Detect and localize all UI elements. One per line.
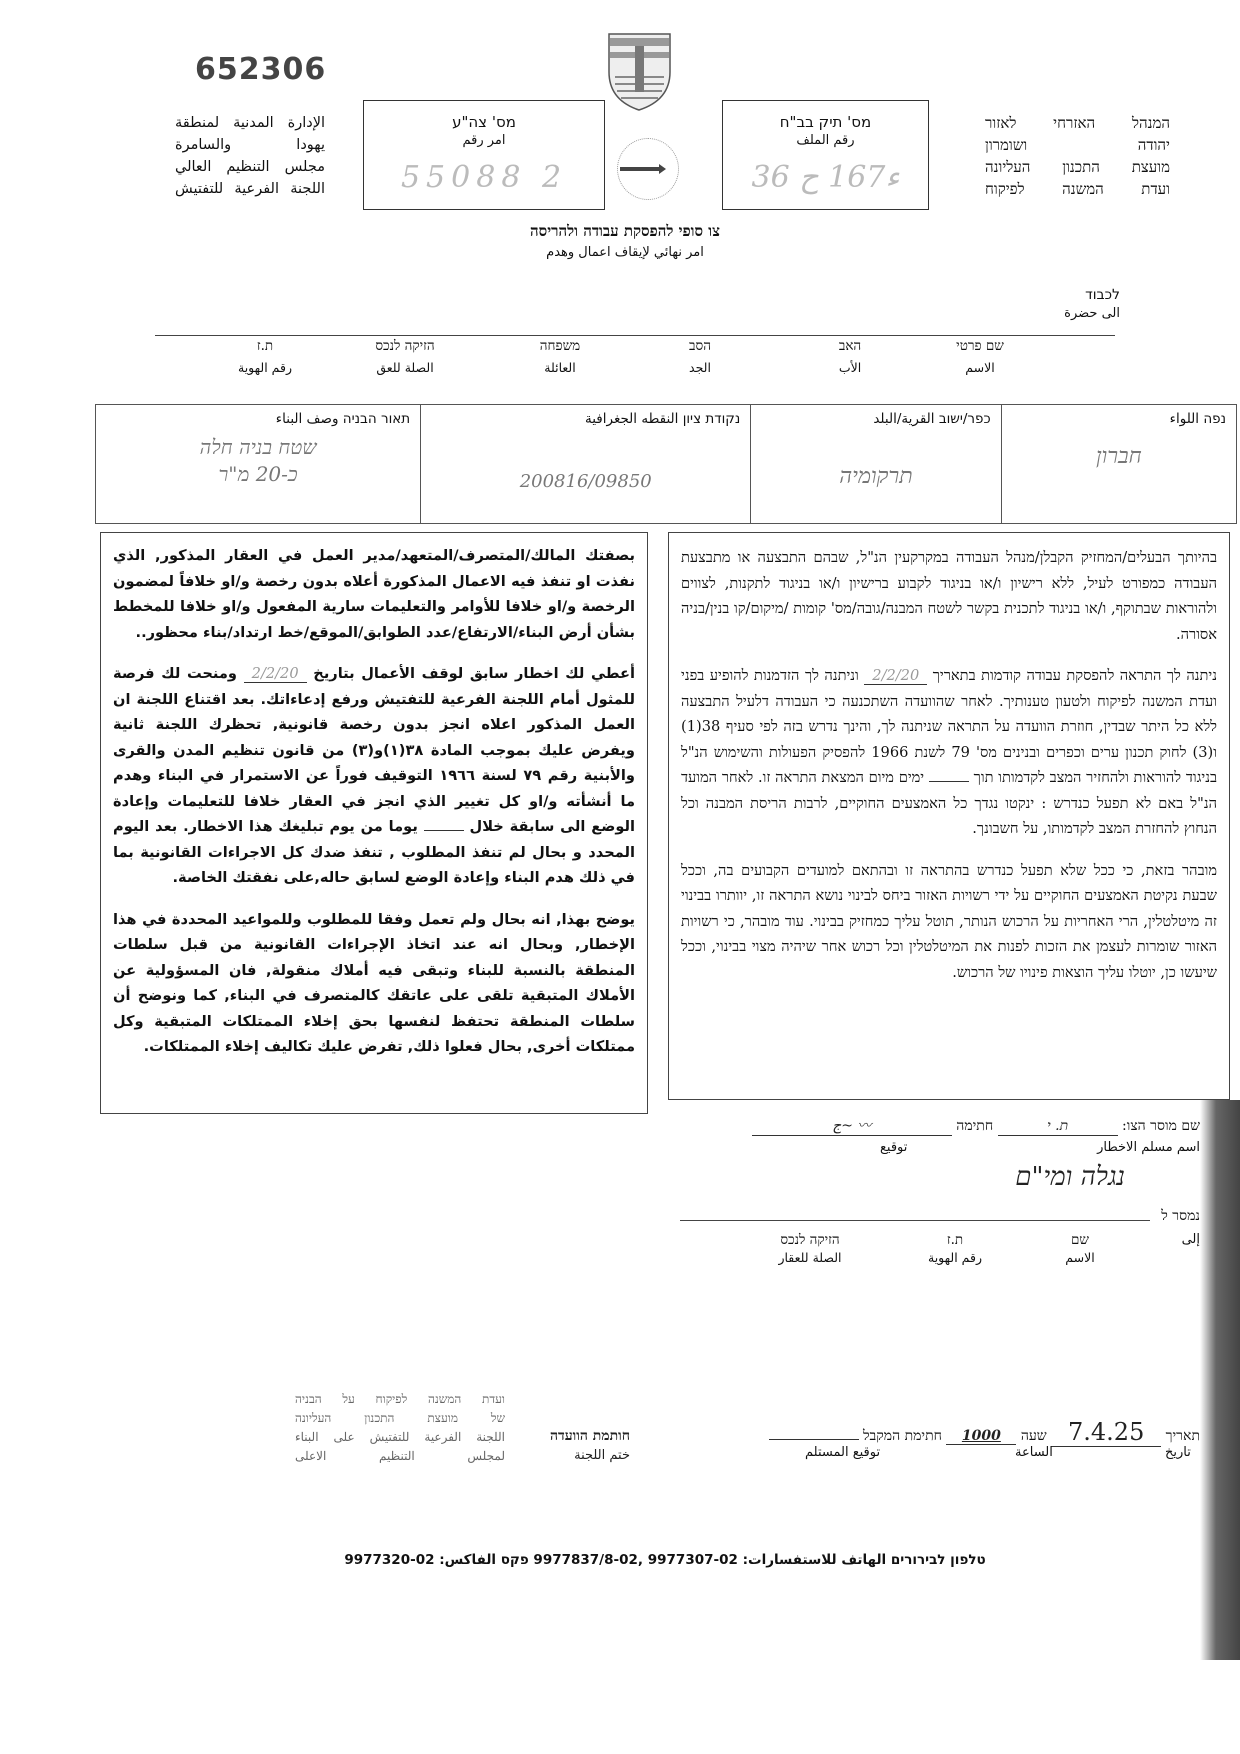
order-number-value: 55088 2 [400, 160, 568, 195]
col-father [810, 338, 890, 375]
col-label-he: ת.ז [946, 1232, 964, 1248]
cell-building-description [96, 405, 420, 523]
cell-district [1001, 405, 1236, 523]
org-he-line: מועצת התכנון העליונה [985, 158, 1170, 176]
hour-value: 1000 [946, 1428, 1016, 1445]
handwriting: נגלה ומי"ם [1015, 1162, 1125, 1192]
date-value: 7.4.25 [1051, 1418, 1161, 1447]
issuing-authority-hebrew [985, 112, 1170, 200]
village-value: תרקומיה [839, 464, 913, 489]
notice-he-paragraph-1: בהיותך הבעלים/המחזיק הקבלן/מנהל העבודה במקרקעין הנ"ל, שבהם התבצעה או מתבצעת העבודה כמפורט לעיל, ללא רישיון ו/או בניגוד לקבוע ברישיון ו/או בניגוד לתקנות, לצווים ולהוראות שבתוקף, ו/או בניגוד לתכנית בקשר לשטח המבנה/גובה/מס' קומות /מיקום/קו בנין/בניה אסורה. [681, 549, 1217, 643]
to-label: إلى [1181, 1232, 1200, 1247]
col-label-ar: الصلة للعقار [778, 1250, 842, 1265]
district-value: חברון [1095, 444, 1142, 469]
receiver-signature-line [769, 1439, 859, 1440]
addressee-label-he: לכבוד [1085, 287, 1120, 303]
receiver-signature-label-ar: توقيع المستلم [805, 1445, 881, 1460]
notice-ar-paragraph-2 [113, 661, 635, 891]
file-number-label-he: מס' תיק בב"ח [779, 113, 872, 131]
file-number-box [722, 100, 929, 210]
days-blank [424, 830, 464, 831]
receiver-signature-label: חתימת המקבל [863, 1428, 942, 1444]
col-label-he: שם [1071, 1232, 1089, 1248]
deliverer-row [690, 1115, 1200, 1136]
cell-coordinates [420, 405, 750, 523]
text: ימים מיום המצאת התראה זו. לאחר המועד הנ"ל באם לא תפעל כנדרש : ינקטו נגדך כל האמצעים החוקיים, לרבות הריסת המבנה וכל הנחוץ להחזרת המצב לקדמותו, על חשבונך. [681, 769, 1217, 837]
file-number-value: 3ء167 ح 6 [751, 160, 900, 195]
deliverer-value: ת. י [998, 1118, 1118, 1136]
org-ar-line: مجلس التنظيم العالي [175, 159, 325, 175]
deliverer-label-ar: اسم مسلم الاخطار [1097, 1140, 1200, 1155]
document-title-arabic: امر نهائي لإيقاف اعمال وهدم [546, 245, 704, 260]
delivered-to-label: נמסר ל [1161, 1208, 1200, 1224]
addressee-line [155, 335, 1115, 336]
col-family [510, 338, 610, 375]
building-description-value: שטח בניה חלה [199, 435, 317, 459]
committee-stamp [295, 1390, 505, 1466]
document-number: 652306 [195, 52, 327, 87]
org-ar-line: اللجنة الفرعية للتفتيش [175, 181, 325, 197]
col-label-ar: رقم الهوية [238, 360, 292, 375]
recipient-col-name [1050, 1232, 1110, 1265]
org-he-line: ועדת המשנה לפיקוח [985, 180, 1170, 198]
notice-he-paragraph-3: מובהר בזאת, כי ככל שלא תפעל כנדרש בהתראה זו ובהתאם למועדים הקבועים בה, וככל שבעת נקיטת האמצעים החוקיים על ידי רשויות האזור ביחס לבינוי נושא התראה זו, יוותרו בבינוי זה מיטלטלין, הרי האחריות על הרכוש הנותר, תוטל עליך כמחזיק בבינוי. עוד מובהר, כי רשויות האזור שומרות לעצמן את הזכות לפנות את המיטלטלין וכל רכוש אחר שיהיה מצוי בבינוי, וככל שיעשו כן, יוטלו עליך הוצאות פינויו של הרכוש. [681, 861, 1217, 981]
days-blank [929, 781, 969, 782]
col-first-name [925, 338, 1035, 375]
text: أعطي لك اخطار سابق لوقف الأعمال بتاريخ [313, 665, 635, 682]
building-description-label: תאור הבניה وصف البناء [275, 411, 411, 427]
col-label-he: האב [838, 338, 862, 354]
cell-village [750, 405, 1000, 523]
org-ar-line: يهودا والسامرة [175, 137, 325, 153]
org-he-line: יהודה ושומרון [985, 136, 1170, 154]
file-number-label-ar: رقم الملف [796, 133, 855, 148]
col-label-ar: العائلة [544, 360, 576, 375]
col-label-he: הסב [689, 338, 711, 354]
order-number-label-ar: امر رقم [462, 133, 506, 148]
stamp-line: اللجنة الفرعية للتفتيش على البناء [295, 1430, 505, 1444]
committee-stamp-label-ar: ختم اللجنة [574, 1448, 630, 1463]
deliverer-signature: 〰 ~ج [752, 1115, 952, 1136]
previous-warning-date: 2/2/20 [864, 667, 927, 685]
issuing-authority-arabic [175, 112, 325, 200]
coordinates-value: 200816/09850 [519, 471, 652, 492]
notice-ar-paragraph-3: يوضح بهذا, انه بحال ولم تعمل وفقا للمطلوب وللمواعيد المحددة في هذا الإخطار, وبحال انه عند اتخاذ الإجراءات القانونية من قبل سلطات المنطقة بالنسبة للبناء وتبقى فيه أملاك منقولة, فان المسؤولية عن الأملاك المتبقية تلقى على عاتقك كالمتصرف في البناء, كما ونوضح أن سلطات المنطقة تحتفظ لنفسها بحق إخلاء الممتلكات المتبقية وكل ممتلكات أخرى, بحال فعلوا ذلك, تفرض عليك تكاليف إخلاء الممتلكات. [113, 910, 635, 1055]
notice-panel-arabic [100, 532, 648, 1114]
stamp-line: ועדת המשנה לפיקוח על הבניה [295, 1392, 505, 1406]
text: וניתנה לך הזדמנות להופיע בפני ועדת המשנה לפיקוח ולטעון טענותיך. לאחר שהוועדה השתכנעה כי העבודה דלעיל התבצעה ללא כל היתר שבדין, חוזרת הוועדה על התראה שניתנה לך, והינך נדרש בזה לפי סעיף 38(1) ו(3) לחוק תכנון ערים וכפרים ובנינים מס' 79 לשנת 1966 להפסיק הפעולות והשימוש הנ"ל בניגוד להוראות ולהחזיר המצב לקדמותו תוך [681, 667, 1218, 786]
delivered-to-line [680, 1220, 1150, 1221]
village-label: כפר/ישוב القرية/البلد [873, 411, 991, 427]
deliverer-label: שם מוסר הצו: [1122, 1118, 1200, 1134]
text: يوما من يوم تبليغك هذا الاخطار. بعد اليوم المحدد و بحال لم تنفذ المطلوب , تنفذ ضدك كل الاجراءات القانونية بما في ذلك هدم البناء وإعادة الوضع لسابق حاله,على نفقتك الخاصة. [113, 818, 635, 886]
location-table [95, 404, 1237, 524]
stamp-line: של מועצת התכנון העליונה [295, 1411, 505, 1425]
coordinates-label: נקודת ציון النقطه الجغرافية [584, 411, 741, 427]
receipt-row [720, 1418, 1200, 1447]
footer-contact-line: טלפון לבירורים الهاتف للاستفسارات: 02-9977307 ,02-9977837/8 פקס الفاكس: 02-9977320 [344, 1552, 986, 1568]
recipient-col-id [905, 1232, 1005, 1265]
building-description-value: כ-20 מ"ר [218, 462, 298, 486]
col-relation [340, 338, 470, 375]
col-label-ar: الجد [689, 360, 711, 375]
text: ومنحت لك فرصة للمثول أمام اللجنة الفرعية للتفتيش ورفع إدعاءاتك. بعد اقتناع اللجنة ان العمل المذكور اعلاه انجز بدون رخصة قانونية, تحظرك اللجنة ثانية ويفرض عليك بموجب المادة ٣٨(١)و(٣) من قانون تنظيم المدن والقرى والأبنية رقم ٧٩ لسنة ١٩٦٦ التوقيف فوراً عن الاستمرار في البناء وهدم ما أنشأته و/او كل تغيير الذي انجز في العقار خلافا للتعليمات وإعادة الوضع الى سابقة خلال [113, 665, 635, 835]
signature-label-ar: توقيع [880, 1140, 908, 1155]
hour-label-ar: الساعة [1015, 1445, 1053, 1460]
date-label: תאריך [1165, 1428, 1200, 1444]
coat-of-arms-icon [607, 32, 672, 112]
date-label-ar: تاريخ [1165, 1445, 1191, 1460]
col-label-he: משפחה [539, 338, 581, 354]
col-id-number [210, 338, 320, 375]
district-label: נפה اللواء [1169, 411, 1226, 427]
col-label-he: הזיקה לנכס [780, 1232, 840, 1248]
stamp-line: لمجلس التنظيم الاعلى [295, 1449, 505, 1463]
circular-stamp-icon [617, 138, 679, 200]
col-grandfather [660, 338, 740, 375]
col-label-he: שם פרטי [956, 338, 1004, 354]
scan-edge-shadow [1200, 1100, 1240, 1660]
previous-warning-date: 2/2/20 [244, 665, 307, 683]
notice-he-paragraph-2 [681, 663, 1217, 842]
col-label-ar: الاسم [965, 360, 995, 375]
order-number-box [363, 100, 605, 210]
order-number-label-he: מס' צה"ע [452, 113, 516, 131]
addressee-label-ar: الى حضرة [1064, 306, 1120, 321]
document-title-hebrew: צו סופי להפסקת עבודה ולהריסה [530, 222, 720, 240]
committee-stamp-label-he: חותמת הוועדה [549, 1428, 630, 1444]
recipient-col-relation [750, 1232, 870, 1265]
col-label-he: ת.ז [256, 338, 274, 354]
col-label-ar: الصلة للعق [376, 360, 434, 375]
col-label-ar: رقم الهوية [928, 1250, 982, 1265]
org-ar-line: الإدارة المدنية لمنطقة [175, 115, 325, 131]
org-he-line: המנהל האזרחי לאזור [985, 114, 1170, 132]
notice-panel-hebrew [668, 532, 1230, 1100]
notice-ar-paragraph-1: بصفتك المالك/المتصرف/المتعهد/مدير العمل في العقار المذكور, الذي نفذت او تنفذ فيه الاعمال المذكورة أعلاه بدون رخصة و/او خلافاً لمضمون الرخصة و/او خلافا للأوامر والتعليمات سارية المفعول و/او خلافا للمخطط بشأن أرض البناء/الارتفاع/عدد الطوابق/الموقع/خط ارتداد/بناء محظور.. [113, 547, 635, 641]
col-label-ar: الأب [838, 360, 862, 375]
hour-label: שעה [1020, 1428, 1047, 1444]
col-label-ar: الاسم [1065, 1250, 1095, 1265]
signature-label: חתימה [956, 1118, 994, 1134]
text: ניתנה לך התראה להפסקת עבודה קודמות בתאריך [932, 667, 1217, 684]
col-label-he: הזיקה לנכס [375, 338, 435, 354]
delivered-to-value [905, 1162, 1125, 1192]
